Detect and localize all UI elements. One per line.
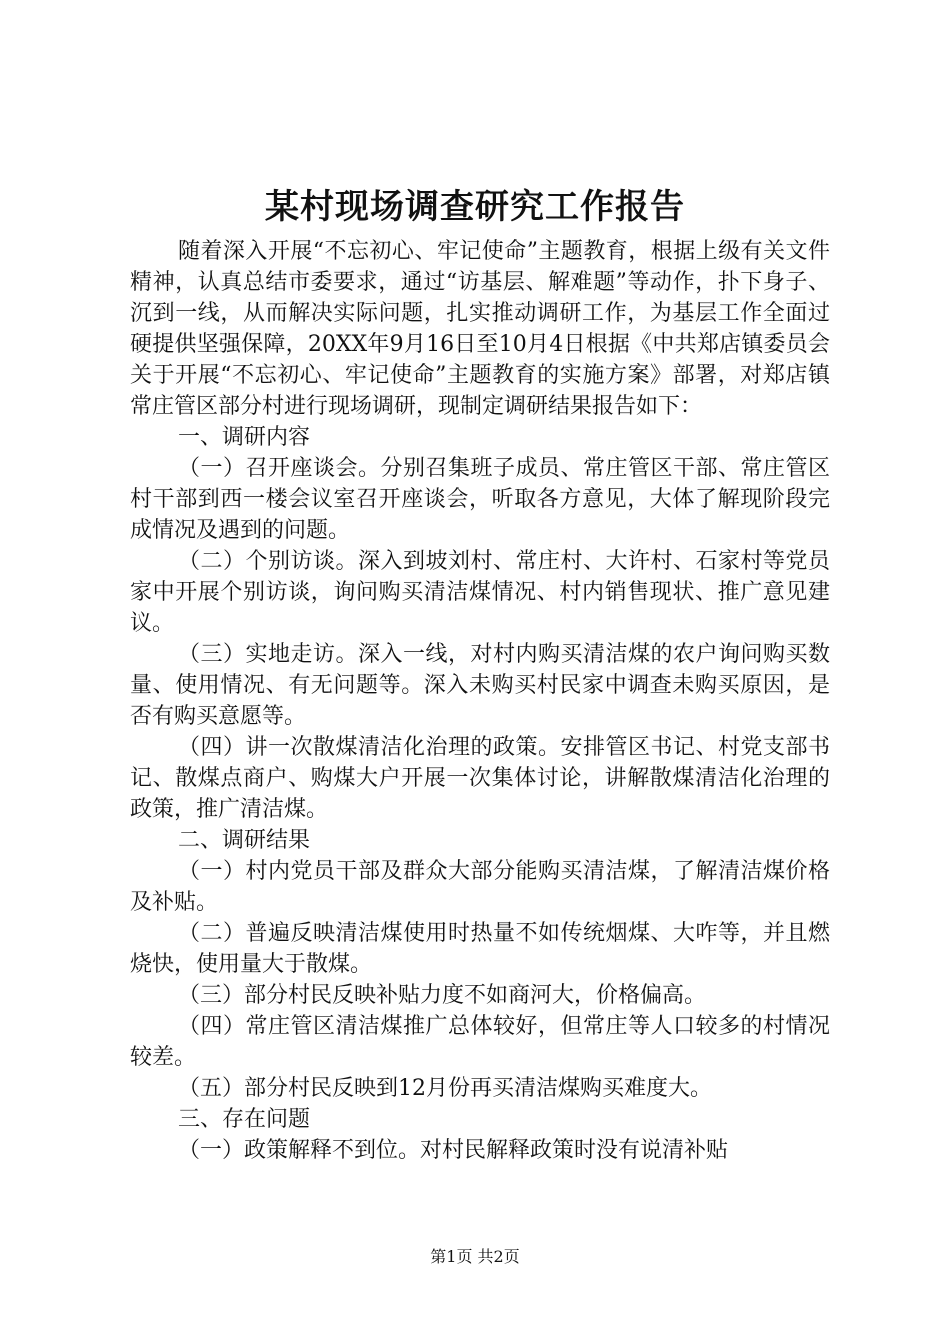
content-item-1: （一）召开座谈会。分别召集班子成员、常庄管区干部、常庄管区村干部到西一楼会议室召开座谈会，听取各方意见，大体了解现阶段完成情况及遇到的问题。 — [130, 456, 830, 543]
page-footer: 第1页 共2页 — [430, 1247, 520, 1266]
section-heading-research-content: 一、调研内容 — [178, 425, 311, 450]
result-item-5: （五）部分村民反映到12月份再买清洁煤购买难度大。 — [178, 1076, 712, 1101]
document-body — [130, 236, 830, 1166]
section-heading-problems: 三、存在问题 — [178, 1107, 311, 1132]
content-item-2: （二）个别访谈。深入到坡刘村、常庄村、大许村、石家村等党员家中开展个别访谈，询问购买清洁煤情况、村内销售现状、推广意见建议。 — [130, 549, 830, 636]
content-item-4: （四）讲一次散煤清洁化治理的政策。安排管区书记、村党支部书记、散煤点商户、购煤大户开展一次集体讨论，讲解散煤清洁化治理的政策，推广清洁煤。 — [130, 735, 830, 822]
result-item-2: （二）普遍反映清洁煤使用时热量不如传统烟煤、大咋等，并且燃烧快，使用量大于散煤。 — [130, 921, 830, 977]
document-title: 某村现场调查研究工作报告 — [265, 187, 685, 227]
result-item-4: （四）常庄管区清洁煤推广总体较好，但常庄等人口较多的村情况较差。 — [130, 1014, 830, 1070]
intro-paragraph: 随着深入开展“不忘初心、牢记使命”主题教育，根据上级有关文件精神，认真总结市委要求，通过“访基层、解难题”等动作，扑下身子、沉到一线，从而解决实际问题，扎实推动调研工作，为基层工作全面过硬提供坚强保障，20XX年9月16日至10月4日根据《中共郑店镇委员会关于开展“不忘初心、牢记使命”主题教育的实施方案》部署，对郑店镇常庄管区部分村进行现场调研，现制定调研结果报告如下： — [130, 239, 830, 419]
section-heading-research-results: 二、调研结果 — [178, 828, 311, 853]
content-item-3: （三）实地走访。深入一线，对村内购买清洁煤的农户询问购买数量、使用情况、有无问题等。深入未购买村民家中调查未购买原因，是否有购买意愿等。 — [130, 642, 830, 729]
result-item-1: （一）村内党员干部及群众大部分能购买清洁煤，了解清洁煤价格及补贴。 — [130, 859, 830, 915]
problem-item-1: （一）政策解释不到位。对村民解释政策时没有说清补贴 — [178, 1138, 729, 1163]
result-item-3: （三）部分村民反映补贴力度不如商河大，价格偏高。 — [178, 983, 707, 1008]
